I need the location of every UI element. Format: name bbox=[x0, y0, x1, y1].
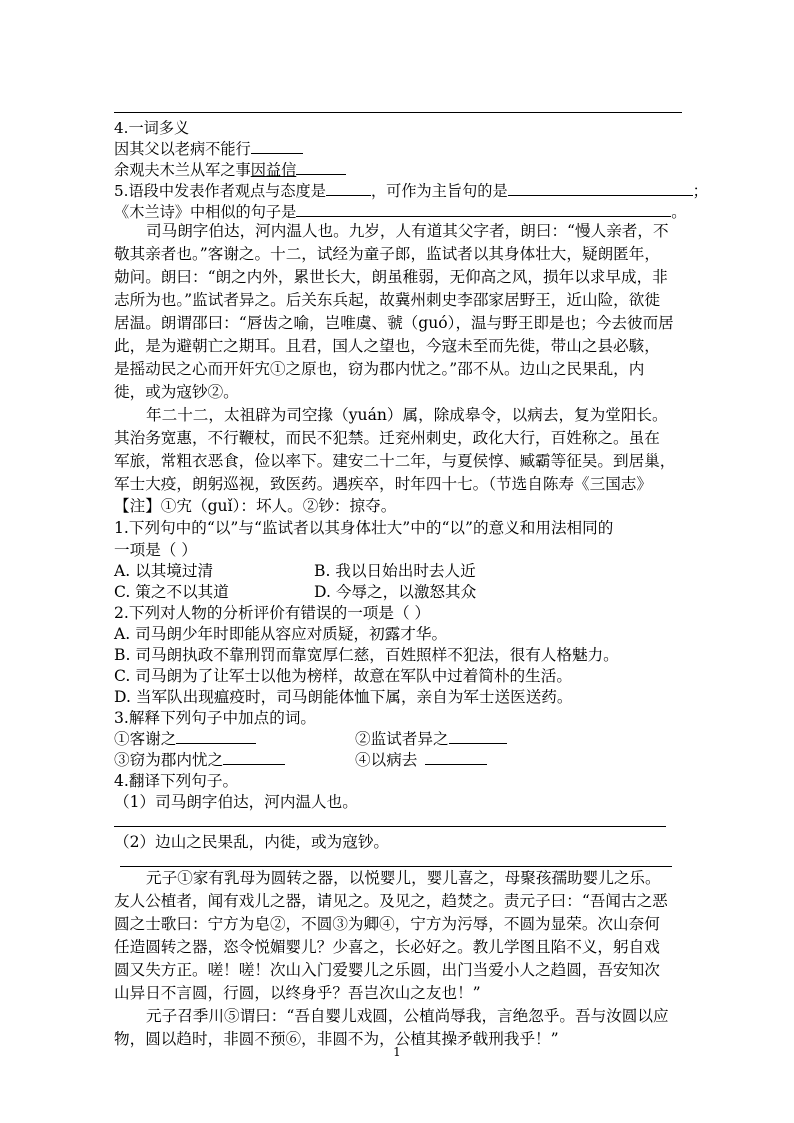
passage-1-line: 是摇动民之心而开奸宄①之原也，窃为郡内忧之。”邵不从。边山之民果乱，内 bbox=[114, 360, 645, 378]
question-3-stem: 3.解释下列句子中加点的词。 bbox=[114, 709, 317, 727]
question-4-item-1: 因其父以老病不能行 bbox=[114, 139, 303, 159]
question-2-option-d: D. 当军队出现瘟疫时，司马朗能体恤下属，亲自为军士送医送药。 bbox=[114, 688, 573, 706]
passage-4-line: 物，圆以趋时，非圆不预⑥，非圆不为，公植其操矛戟刑我乎！” bbox=[114, 1030, 559, 1048]
passage-1-line: 司马朗字伯达，河内温人也。九岁，人有道其父字者，朗曰：“慢人亲者，不 bbox=[146, 222, 669, 240]
answer-line bbox=[120, 866, 672, 867]
question-2-option-b: B. 司马朗执政不靠刑罚而靠宽厚仁慈，百姓照样不犯法，很有人格魅力。 bbox=[114, 646, 619, 664]
answer-line bbox=[114, 112, 682, 113]
question-1-option-c: C. 策之不以其道 bbox=[114, 583, 229, 601]
question-2-option-c: C. 司马朗为了让军士以他为榜样，故意在军队中过着简朴的生活。 bbox=[114, 667, 572, 685]
question-2-stem: 2.下列对人物的分析评价有错误的一项是（ ） bbox=[114, 604, 431, 622]
question-1-stem-cont: 一项是（ ） bbox=[114, 541, 197, 559]
passage-3-line: 友人公植者，闻有戏儿之器，请见之。及见之，趋焚之。责元子曰：“吾闻古之恶 bbox=[114, 892, 668, 910]
passage-3-line: 圆又失方正。嗟！嗟！次山入门爱婴儿之乐圆，出门当爱小人之趋圆，吾安知次 bbox=[114, 961, 660, 979]
question-3-item-1: ①客谢之 bbox=[114, 729, 256, 749]
question-1-stem: 1.下列句中的“以”与“监试者以其身体壮大”中的“以”的意义和用法相同的 bbox=[114, 519, 614, 537]
question-3-item-4: ④以病去 bbox=[355, 750, 487, 770]
question-3-item-3: ③窃为郡内忧之 bbox=[114, 750, 285, 770]
question-2-option-a: A. 司马朗少年时即能从容应对质疑，初露才华。 bbox=[114, 625, 448, 643]
question-4b-item-1: （1）司马朗字伯达，河内温人也。 bbox=[114, 793, 358, 811]
passage-3-line: 山异日不言圆，行圆，以终身乎？吾岂次山之友也！” bbox=[114, 984, 481, 1002]
answer-line bbox=[114, 826, 666, 827]
question-3-item-2: ②监试者异之 bbox=[355, 729, 507, 749]
passage-1-line: 敬其亲者也。”客谢之。十二，试经为童子郎，监试者以其身体壮大，疑朗匿年， bbox=[114, 245, 660, 263]
passage-3-line: 元子①家有乳母为圆转之器，以悦婴儿，婴儿喜之，母聚孩孺助婴儿之乐。 bbox=[146, 869, 661, 887]
passage-2-line: 其治务宽惠，不行鞭杖，而民不犯禁。迁兖州刺史，政化大行，百姓称之。虽在 bbox=[114, 429, 660, 447]
question-1-option-b: B. 我以日始出时去人近 bbox=[314, 562, 476, 580]
passage-3-line: 任造圆转之器，恣令悦媚婴儿？少喜之，长必好之。教儿学图且陷不义，躬自戏 bbox=[114, 938, 660, 956]
question-4-title: 4.一词多义 bbox=[114, 119, 190, 137]
passage-4-line: 元子召季川⑤谓曰：“吾自婴儿戏圆，公植尚辱我，言绝忽乎。吾与汝圆以应 bbox=[146, 1007, 669, 1025]
question-5-line-1: 5.语段中发表作者观点与态度是 ，可作为主旨句的是 ； bbox=[114, 182, 708, 200]
footnote: 【注】①宄（guǐ）：坏人。②钞：掠夺。 bbox=[114, 497, 397, 515]
passage-1-line: 居温。朗谓邵曰：“唇齿之喻，岂唯虞、虢（guó），温与野王即是也；今去彼而居 bbox=[114, 314, 674, 332]
page-number: 1 bbox=[393, 1045, 401, 1059]
passage-3-line: 圆之士歌曰：宁方为皂②，不圆③为卿④，宁方为污辱，不圆为显荣。次山奈何 bbox=[114, 915, 660, 933]
passage-2-line: 军士大疫，朗躬巡视，致医药。遇疾卒，时年四十七。（节选自陈寿《三国志》 bbox=[114, 475, 652, 493]
question-4b-stem: 4.翻译下列句子。 bbox=[114, 772, 239, 790]
question-1-option-d: D. 今辱之，以激怒其众 bbox=[314, 583, 477, 601]
passage-1-line: 志所为也。”监试者异之。后关东兵起，故冀州刺史李邵家居野王，近山险，欲徙 bbox=[114, 291, 660, 309]
passage-1-line: 勀问。朗曰：“朗之内外，累世长大，朗虽稚弱，无仰高之风，损年以求早成，非 bbox=[114, 268, 668, 286]
passage-1-line: 徙，或为寇钞②。 bbox=[114, 383, 239, 401]
question-1-option-a: A. 以其境过清 bbox=[114, 562, 214, 580]
passage-2-line: 军旅，常粗衣恶食，俭以率下。建安二十二年，与夏侯惇、臧霸等征吴。到居巢， bbox=[114, 452, 676, 470]
question-5-line-2: 《木兰诗》中相似的句子是 。 bbox=[114, 203, 687, 221]
question-4-item-2: 余观夫木兰从军之事因益信 bbox=[114, 160, 346, 180]
question-4b-item-2: （2）边山之民果乱，内徙，或为寇钞。 bbox=[114, 833, 390, 851]
passage-1-line: 此，是为避朝亡之期耳。且君，国人之望也，今寇未至而先徙，带山之县必駭， bbox=[114, 337, 660, 355]
passage-2-line: 年二十二，太祖辟为司空掾（yuán）属，除成皋令，以病去，复为堂阳长。 bbox=[146, 406, 668, 424]
